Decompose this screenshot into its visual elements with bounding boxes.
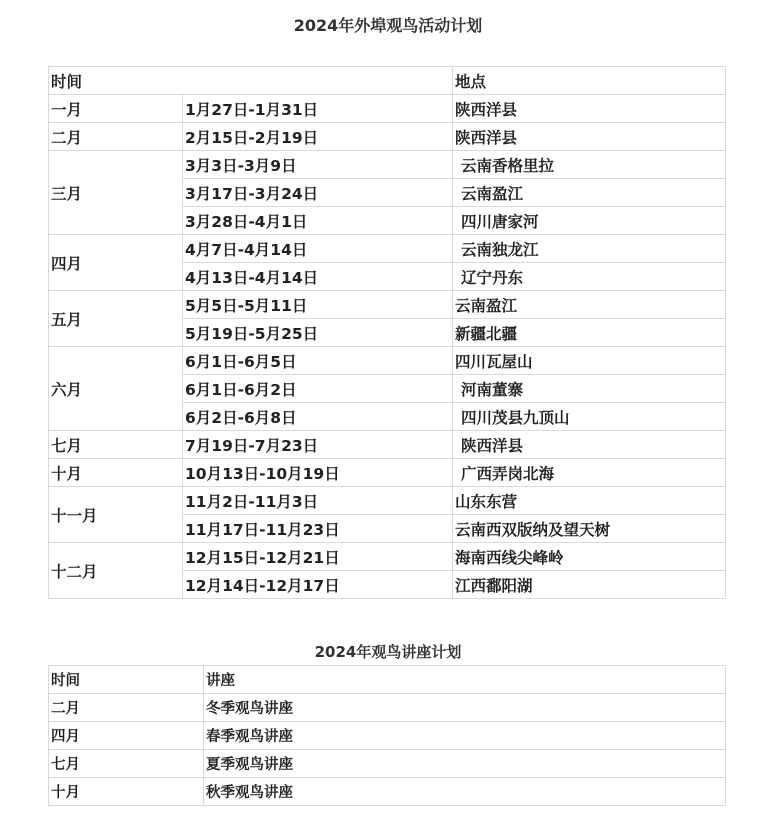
activity-title: 2024年外埠观鸟活动计划 — [293, 16, 483, 35]
lecture-cell: 冬季观鸟讲座 — [204, 694, 726, 722]
month-cell: 四月 — [49, 235, 183, 291]
month-cell: 十月 — [49, 459, 183, 487]
table-row — [49, 431, 726, 459]
place-cell: 辽宁丹东 — [453, 263, 726, 291]
table-row — [49, 95, 726, 123]
table-row — [49, 778, 726, 806]
date-cell: 3月17日-3月24日 — [183, 179, 453, 207]
month-cell: 十二月 — [49, 543, 183, 599]
month-cell: 二月 — [49, 123, 183, 151]
date-cell: 3月3日-3月9日 — [183, 151, 453, 179]
table-row — [49, 291, 726, 319]
lecture-header-row — [49, 666, 726, 694]
date-cell: 4月7日-4月14日 — [183, 235, 453, 263]
activity-table — [48, 66, 726, 599]
month-cell: 一月 — [49, 95, 183, 123]
header-time: 时间 — [49, 666, 204, 694]
lecture-table — [48, 665, 726, 806]
place-cell: 云南盈江 — [453, 291, 726, 319]
place-cell: 云南西双版纳及望天树 — [453, 515, 726, 543]
month-cell: 六月 — [49, 347, 183, 431]
table-row — [49, 235, 726, 263]
lecture-cell: 秋季观鸟讲座 — [204, 778, 726, 806]
date-cell: 6月1日-6月5日 — [183, 347, 453, 375]
place-cell: 山东东营 — [453, 487, 726, 515]
place-cell: 广西弄岗北海 — [453, 459, 726, 487]
date-cell: 12月15日-12月21日 — [183, 543, 453, 571]
header-place: 地点 — [453, 67, 726, 95]
place-cell: 新疆北疆 — [453, 319, 726, 347]
header-time: 时间 — [49, 67, 453, 95]
date-cell: 6月1日-6月2日 — [183, 375, 453, 403]
date-cell: 2月15日-2月19日 — [183, 123, 453, 151]
table-row — [49, 487, 726, 515]
table-row — [49, 543, 726, 571]
month-cell: 二月 — [49, 694, 204, 722]
date-cell: 11月2日-11月3日 — [183, 487, 453, 515]
place-cell: 陕西洋县 — [453, 95, 726, 123]
lecture-cell: 夏季观鸟讲座 — [204, 750, 726, 778]
place-cell: 四川唐家河 — [453, 207, 726, 235]
table-row — [49, 459, 726, 487]
table-row — [49, 151, 726, 179]
lecture-title: 2024年观鸟讲座计划 — [314, 643, 462, 661]
place-cell: 四川瓦屋山 — [453, 347, 726, 375]
month-cell: 十月 — [49, 778, 204, 806]
month-cell: 五月 — [49, 291, 183, 347]
place-cell: 海南西线尖峰岭 — [453, 543, 726, 571]
date-cell: 11月17日-11月23日 — [183, 515, 453, 543]
table-row — [49, 123, 726, 151]
date-cell: 7月19日-7月23日 — [183, 431, 453, 459]
place-cell: 陕西洋县 — [453, 123, 726, 151]
header-lecture: 讲座 — [204, 666, 726, 694]
month-cell: 三月 — [49, 151, 183, 235]
place-cell: 云南盈江 — [453, 179, 726, 207]
table-row — [49, 750, 726, 778]
month-cell: 四月 — [49, 722, 204, 750]
place-cell: 云南香格里拉 — [453, 151, 726, 179]
month-cell: 七月 — [49, 750, 204, 778]
date-cell: 5月19日-5月25日 — [183, 319, 453, 347]
place-cell: 云南独龙江 — [453, 235, 726, 263]
date-cell: 6月2日-6月8日 — [183, 403, 453, 431]
place-cell: 江西鄱阳湖 — [453, 571, 726, 599]
place-cell: 四川茂县九顶山 — [453, 403, 726, 431]
month-cell: 十一月 — [49, 487, 183, 543]
date-cell: 12月14日-12月17日 — [183, 571, 453, 599]
place-cell: 陕西洋县 — [453, 431, 726, 459]
place-cell: 河南董寨 — [453, 375, 726, 403]
month-cell: 七月 — [49, 431, 183, 459]
table-row — [49, 722, 726, 750]
table-row — [49, 694, 726, 722]
activity-header-row — [49, 67, 726, 95]
lecture-cell: 春季观鸟讲座 — [204, 722, 726, 750]
date-cell: 4月13日-4月14日 — [183, 263, 453, 291]
date-cell: 1月27日-1月31日 — [183, 95, 453, 123]
date-cell: 5月5日-5月11日 — [183, 291, 453, 319]
date-cell: 10月13日-10月19日 — [183, 459, 453, 487]
table-row — [49, 347, 726, 375]
date-cell: 3月28日-4月1日 — [183, 207, 453, 235]
